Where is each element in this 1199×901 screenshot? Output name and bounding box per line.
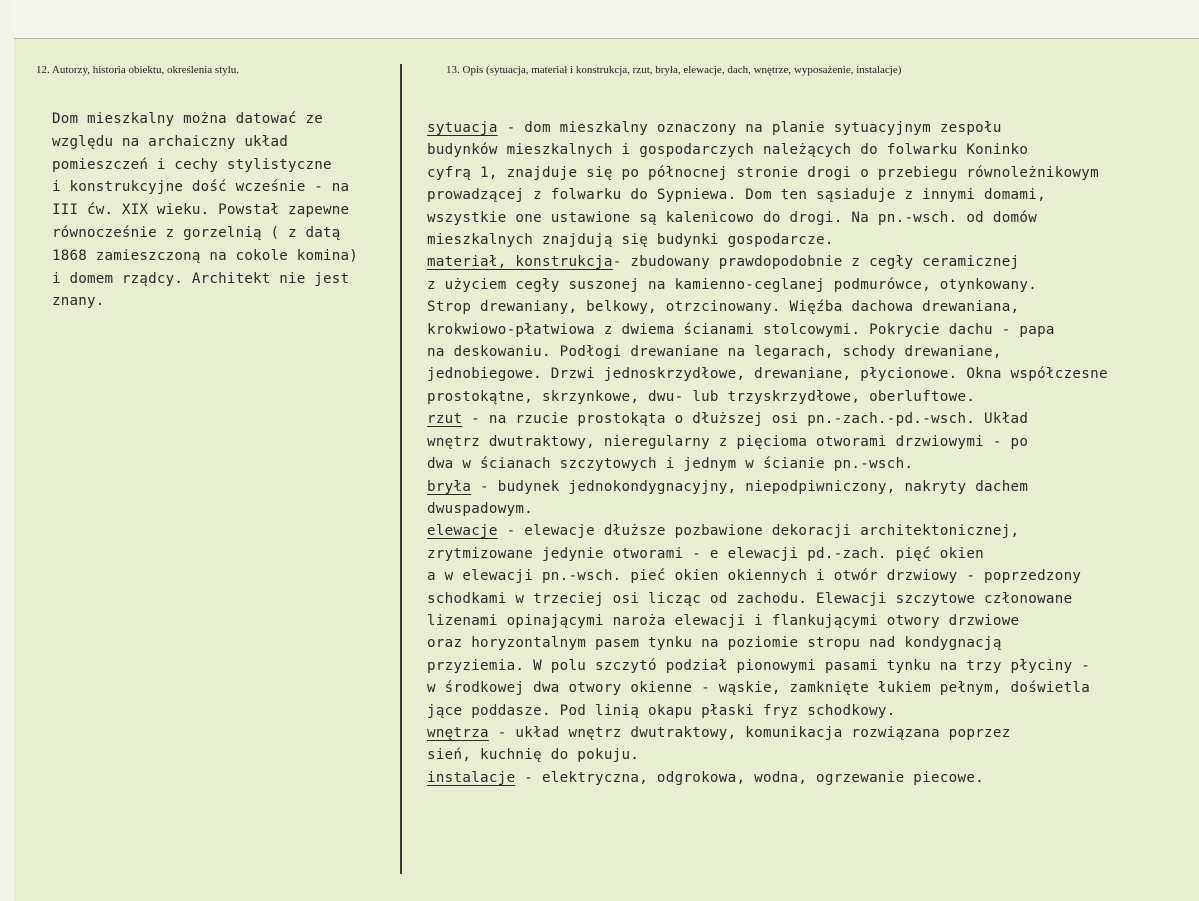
line-text: a w elewacji pn.-wsch. pieć okien okiennych i otwór drzwiowy - poprzedzony — [427, 568, 1082, 585]
description-line — [427, 498, 1199, 520]
description-line — [427, 162, 1199, 184]
section-keyword: materiał, konstrukcja — [427, 254, 613, 271]
line-text: budynków mieszkalnych i gospodarczych należących do folwarku Koninko — [427, 142, 1029, 159]
line-text: wnętrz dwutraktowy, nieregularny z pięcioma otworami drzwiowymi - po — [427, 433, 1029, 450]
description-line — [427, 229, 1199, 251]
history-line: i konstrukcyjne dość wcześnie - na — [52, 179, 350, 196]
description-line — [427, 700, 1199, 722]
description-line — [427, 341, 1199, 363]
history-line: pomieszczeń i cechy stylistyczne — [52, 156, 332, 173]
line-text: mieszkalnych znajdują się budynki gospodarcze. — [427, 232, 834, 249]
section-keyword: elewacje — [427, 523, 498, 540]
line-text: jednobiegowe. Drzwi jednoskrzydłowe, drewaniane, płycionowe. Okna współczesne — [427, 366, 1108, 383]
description-line — [427, 565, 1199, 587]
description-line — [427, 767, 1199, 789]
line-text: krokwiowo-płatwiowa z dwiema ścianami stolcowymi. Pokrycie dachu - papa — [427, 321, 1055, 338]
description-line — [427, 588, 1199, 610]
description-line — [427, 117, 1199, 139]
description-line — [427, 207, 1199, 229]
history-line: znany. — [52, 293, 105, 310]
line-text: - dom mieszkalny oznaczony na planie sytuacyjnym zespołu — [497, 120, 1002, 136]
line-text: - budynek jednokondygnacyjny, niepodpiwniczony, nakryty dachem — [471, 478, 1029, 495]
description-line — [427, 139, 1199, 161]
line-text: lizenami opinającymi naroża elewacji i flankującymi otwory drzwiowe — [427, 612, 1020, 629]
history-line: 1868 zamieszczoną na cokole komina) — [52, 247, 358, 264]
description-line — [427, 408, 1199, 430]
line-text: - na rzucie prostokąta o dłuższej osi pn.-zach.-pd.-wsch. Układ — [462, 411, 1029, 428]
line-text: schodkami w trzeciej osi licząc od zachodu. Elewacji szczytowe członowane — [427, 590, 1073, 607]
line-text: dwa w ścianach szczytowych i jednym w ścianie pn.-wsch. — [427, 456, 914, 473]
line-text: oraz horyzontalnym pasem tynku na poziomie stropu nad kondygnacją — [427, 635, 1002, 652]
section-keyword: instalacje — [427, 769, 516, 786]
history-line: równocześnie z gorzelnią ( z datą — [52, 224, 341, 241]
history-text — [52, 108, 392, 313]
description-line — [427, 476, 1199, 498]
section-keyword: bryła — [427, 478, 472, 495]
line-text: przyziemia. W polu szczytó podział pionowymi pasami tynku na trzy płyciny - — [427, 657, 1091, 674]
history-line: i domem rządcy. Architekt nie jest — [52, 270, 350, 287]
line-text: - elewacje dłuższe pozbawione dekoracji architektonicznej, — [497, 523, 1020, 540]
section-keyword: wnętrza — [427, 724, 489, 741]
column-divider — [400, 64, 402, 874]
description-line — [427, 274, 1199, 296]
line-text: w środkowej dwa otwory okienne - wąskie, zamknięte łukiem pełnym, doświetla — [427, 680, 1091, 697]
description-line — [427, 520, 1199, 542]
description-line — [427, 431, 1199, 453]
description-line — [427, 610, 1199, 632]
section-13-header: 13. Opis (sytuacja, materiał i konstrukcja, rzut, bryła, elewacje, dach, wnętrze, wyposażenie, instalacje) — [446, 64, 902, 76]
scan-top-edge — [0, 0, 1199, 39]
description-line — [427, 632, 1199, 654]
line-text: sień, kuchnię do pokuju. — [427, 747, 640, 764]
description-line — [427, 543, 1199, 565]
section-keyword: sytuacja — [427, 120, 498, 136]
line-text: zrytmizowane jedynie otworami - e elewacji pd.-zach. pięć okien — [427, 545, 985, 562]
line-text: z użyciem cegły suszonej na kamienno-ceglanej podmurówce, otynkowany. — [427, 276, 1038, 293]
description-line — [427, 453, 1199, 475]
line-text: na deskowaniu. Podłogi drewaniane na legarach, schody drewaniane, — [427, 344, 1002, 361]
scan-left-edge — [0, 0, 14, 901]
description-line — [427, 296, 1199, 318]
description-line — [427, 722, 1199, 744]
description-line — [427, 677, 1199, 699]
section-keyword: rzut — [427, 411, 463, 428]
description-text — [427, 117, 1199, 789]
section-12-header: 12. Autorzy, historia obiektu, określenia stylu. — [36, 64, 240, 76]
description-line — [427, 363, 1199, 385]
description-line — [427, 744, 1199, 766]
line-text: prostokątne, skrzynkowe, dwu- lub trzyskrzydłowe, oberluftowe. — [427, 388, 976, 405]
line-text: - elektryczna, odgrokowa, wodna, ogrzewanie piecowe. — [515, 769, 985, 786]
line-text: dwuspadowym. — [427, 500, 534, 517]
line-text: - układ wnętrz dwutraktowy, komunikacja rozwiązana poprzez — [488, 724, 1011, 741]
line-text: Strop drewaniany, belkowy, otrzcinowany. Więźba dachowa drewaniana, — [427, 299, 1020, 316]
description-line — [427, 386, 1199, 408]
description-line — [427, 319, 1199, 341]
history-line: III ćw. XIX wieku. Powstał zapewne — [52, 202, 350, 219]
description-line — [427, 184, 1199, 206]
line-text: jące poddasze. Pod linią okapu płaski fryz schodkowy. — [427, 702, 896, 719]
history-line: względu na archaiczny układ — [52, 133, 289, 150]
history-line: Dom mieszkalny można datować ze — [52, 111, 323, 127]
line-text: prowadzącej z folwarku do Sypniewa. Dom ten sąsiaduje z innymi domami, — [427, 187, 1046, 204]
description-line — [427, 251, 1199, 273]
line-text: wszystkie one ustawione są kalenicowo do drogi. Na pn.-wsch. od domów — [427, 209, 1038, 226]
line-text: - zbudowany prawdopodobnie z cegły ceramicznej — [612, 254, 1020, 271]
description-line — [427, 655, 1199, 677]
line-text: cyfrą 1, znajduje się po północnej stronie drogi o przebiegu równoleżnikowym — [427, 164, 1099, 181]
